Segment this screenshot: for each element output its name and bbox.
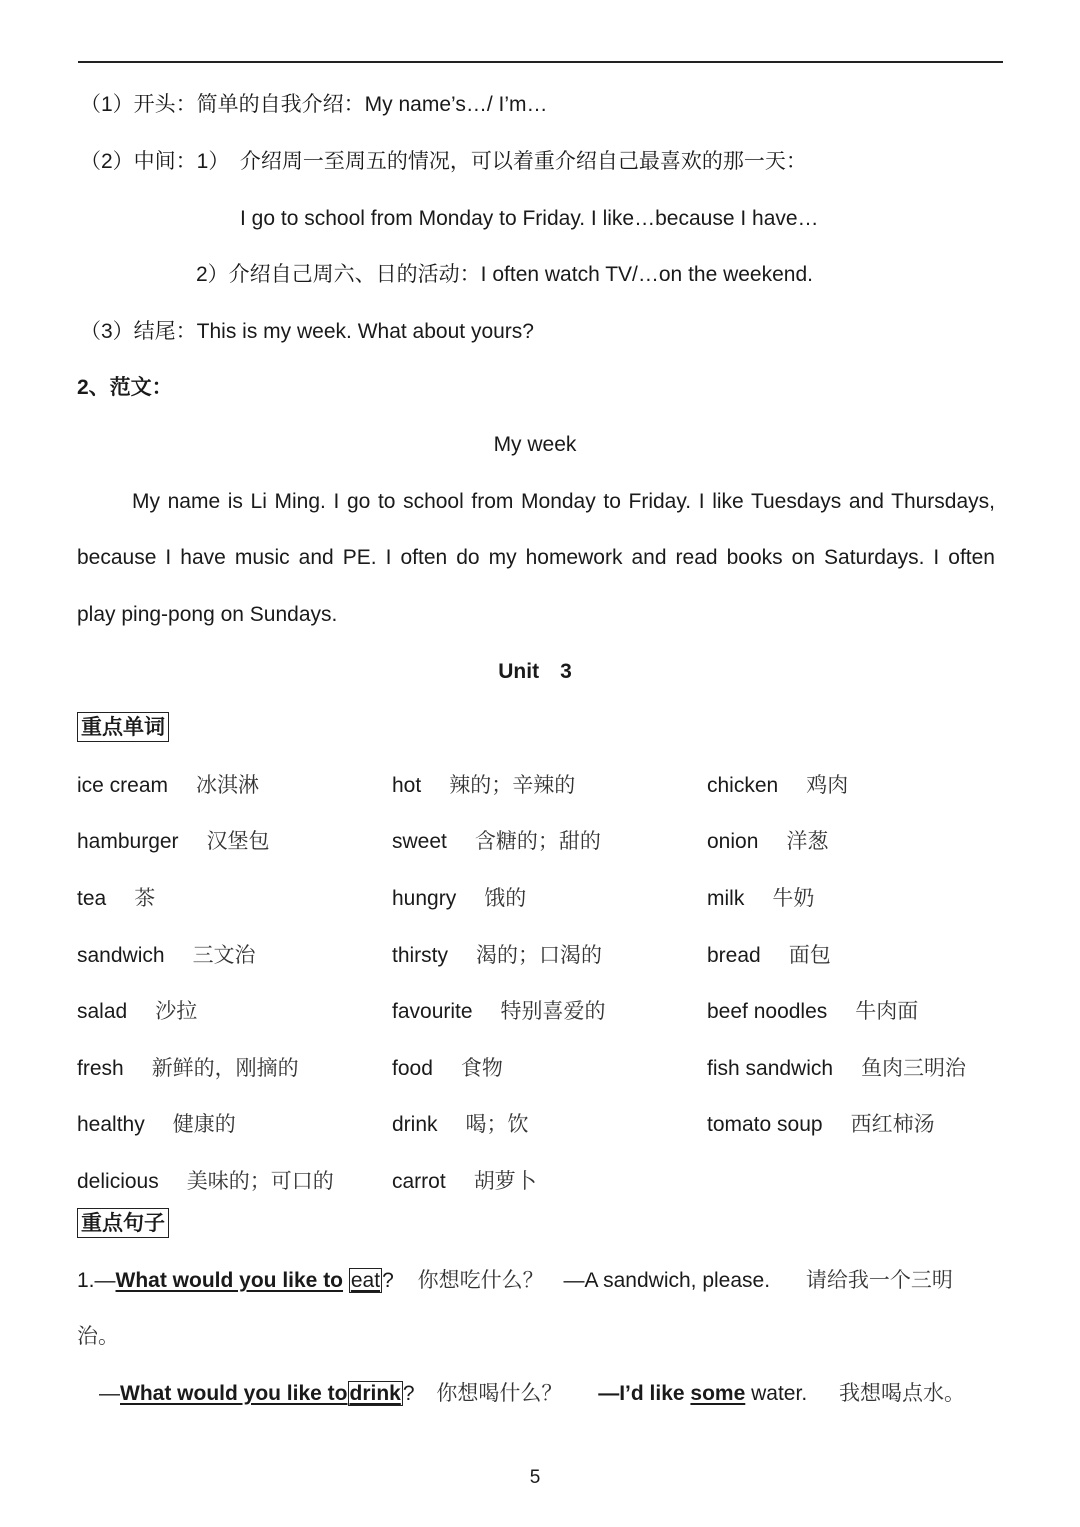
vocab-item: milk 牛奶 <box>707 886 815 910</box>
sample-line-3: play ping-pong on Sundays. <box>77 603 338 626</box>
sentence-2 <box>99 1378 965 1409</box>
sentence-2-answer-some: some <box>690 1382 746 1405</box>
vocab-item: hungry 饿的 <box>392 886 527 910</box>
vocab-item: tomato soup 西红柿汤 <box>707 1112 935 1136</box>
vocab-item: hamburger 汉堡包 <box>77 829 270 853</box>
vocab-item: fresh 新鲜的，刚摘的 <box>77 1056 299 1080</box>
vocab-item: carrot 胡萝卜 <box>392 1169 537 1193</box>
vocab-item: food 食物 <box>392 1056 503 1080</box>
sentence-1-answer-cn-cont: 治。 <box>77 1324 119 1348</box>
vocab-item: beef noodles 牛肉面 <box>707 999 919 1023</box>
vocab-item: thirsty 渴的；口渴的 <box>392 943 603 967</box>
vocab-item: ice cream 冰淇淋 <box>77 773 260 797</box>
vocab-item: sweet 含糖的；甜的 <box>392 829 601 853</box>
vocab-item: sandwich 三文治 <box>77 943 256 967</box>
vocab-heading: 重点单词 <box>77 712 169 742</box>
sentence-2-keyword: drink <box>349 1382 401 1405</box>
sentence-1-number: 1.— <box>77 1269 116 1292</box>
vocab-item: delicious 美味的；可口的 <box>77 1169 334 1193</box>
vocab-item: tea 茶 <box>77 886 156 910</box>
sample-title: My week <box>493 433 577 456</box>
outline-middle-1: （2）中间：1） 介绍周一至周五的情况，可以着重介绍自己最喜欢的那一天： <box>80 150 807 173</box>
sentence-2-question-cn: 你想喝什么？ <box>436 1381 563 1405</box>
vocab-item: salad 沙拉 <box>77 999 198 1023</box>
vocab-item: hot 辣的；辛辣的 <box>392 773 576 797</box>
vocab-item: chicken 鸡肉 <box>707 773 849 797</box>
outline-ending: （3）结尾：This is my week. What about yours? <box>80 320 534 343</box>
unit-title: Unit 3 <box>498 660 572 683</box>
sentence-1-answer-cn: 请给我一个三明 <box>805 1268 953 1292</box>
sentence-2-answer-tail: water. <box>751 1382 808 1405</box>
page-number: 5 <box>529 1467 541 1488</box>
sample-line-1: My name is Li Ming. I go to school from Monday to Friday. I like Tuesdays and Thursdays, <box>132 490 995 513</box>
vocab-item: favourite 特别喜爱的 <box>392 999 606 1023</box>
sentence-1-question-phrase: What would you like to <box>115 1269 344 1292</box>
vocab-item: fish sandwich 鱼肉三明治 <box>707 1056 967 1080</box>
sentence-2-answer-cn: 我想喝点水。 <box>839 1381 965 1405</box>
sentence-1-question-cn: 你想吃什么？ <box>417 1268 544 1292</box>
sentence-2-dash: — <box>99 1382 120 1405</box>
sentence-2-qmark: ? <box>402 1382 415 1405</box>
sentence-1-answer: —A sandwich, please. <box>563 1269 771 1292</box>
sentence-1 <box>77 1265 953 1296</box>
vocab-item: drink 喝；饮 <box>392 1112 529 1136</box>
vocab-item: bread 面包 <box>707 943 831 967</box>
top-rule <box>78 61 1003 63</box>
outline-middle-2: 2）介绍自己周六、日的活动：I often watch TV/…on the weekend. <box>196 263 813 286</box>
sentence-1-keyword: eat <box>350 1269 381 1292</box>
sentence-2-answer-lead: —I’d like <box>598 1382 685 1405</box>
sentence-heading: 重点句子 <box>77 1208 169 1238</box>
sample-line-2: because I have music and PE. I often do my homework and read books on Saturdays. I often <box>77 546 995 569</box>
outline-middle-1-example: I go to school from Monday to Friday. I like…because I have… <box>240 207 819 230</box>
sentence-1-qmark: ? <box>382 1269 394 1292</box>
sentence-2-question-phrase: What would you like to <box>120 1382 348 1405</box>
vocab-item: onion 洋葱 <box>707 829 829 853</box>
sample-heading: 2、范文： <box>77 376 173 399</box>
vocab-item: healthy 健康的 <box>77 1112 236 1136</box>
outline-opening: （1）开头：简单的自我介绍：My name’s…/ I’m… <box>80 93 548 116</box>
